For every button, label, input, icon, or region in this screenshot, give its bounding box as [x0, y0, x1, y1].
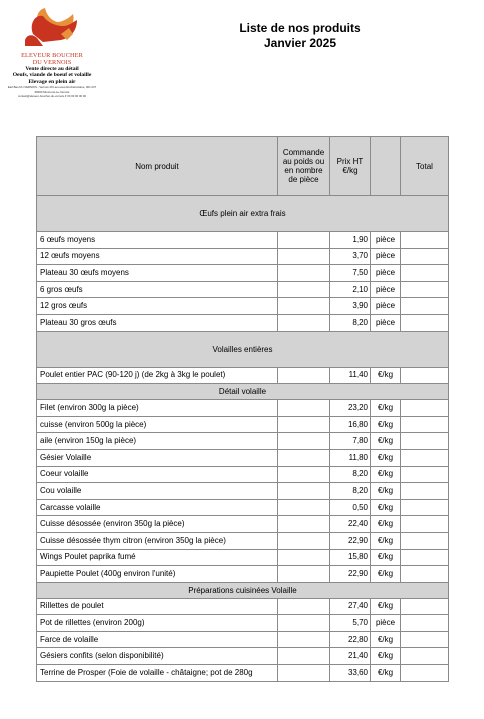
product-price: 5,70 [330, 615, 371, 632]
product-price: 0,50 [330, 499, 371, 516]
cow-logo-icon [17, 4, 87, 52]
product-row [37, 281, 449, 298]
product-price: 7,50 [330, 265, 371, 282]
product-row [37, 367, 449, 384]
product-table [36, 136, 449, 682]
product-row [37, 615, 449, 632]
product-price: 16,80 [330, 416, 371, 433]
section-title: Œufs plein air extra frais [37, 196, 449, 232]
total-cell[interactable] [401, 400, 449, 417]
product-unit: €/kg [371, 499, 401, 516]
product-unit: €/kg [371, 516, 401, 533]
quantity-input-cell[interactable] [278, 499, 330, 516]
product-name: 12 œufs moyens [37, 248, 278, 265]
product-name: Cuisse désossée thym citron (environ 350g la pièce) [37, 532, 278, 549]
product-name: Plateau 30 gros œufs [37, 314, 278, 331]
product-name: Poulet entier PAC (90-120 j) (de 2kg à 3kg le poulet) [37, 367, 278, 384]
brand-name-line2: DU VERNOIS [32, 59, 72, 66]
product-name: Terrine de Prosper (Foie de volaille - châtaigne; pot de 280g [37, 665, 278, 682]
product-name: cuisse (environ 500g la pièce) [37, 416, 278, 433]
product-price: 1,90 [330, 232, 371, 249]
total-cell[interactable] [401, 499, 449, 516]
total-cell[interactable] [401, 615, 449, 632]
product-unit: pièce [371, 615, 401, 632]
quantity-input-cell[interactable] [278, 648, 330, 665]
product-price: 3,70 [330, 248, 371, 265]
product-unit: €/kg [371, 665, 401, 682]
product-row [37, 232, 449, 249]
product-name: Coeur volaille [37, 466, 278, 483]
product-unit: pièce [371, 232, 401, 249]
product-row [37, 566, 449, 583]
product-unit: €/kg [371, 433, 401, 450]
product-name: Carcasse volaille [37, 499, 278, 516]
product-row [37, 314, 449, 331]
product-name: 12 gros œufs [37, 298, 278, 315]
total-cell[interactable] [401, 248, 449, 265]
product-price: 33,60 [330, 665, 371, 682]
total-cell[interactable] [401, 483, 449, 500]
section-header-row [37, 384, 449, 400]
header-price: Prix HT €/kg [330, 137, 371, 196]
total-cell[interactable] [401, 298, 449, 315]
quantity-input-cell[interactable] [278, 232, 330, 249]
total-cell[interactable] [401, 449, 449, 466]
quantity-input-cell[interactable] [278, 665, 330, 682]
product-price: 22,80 [330, 631, 371, 648]
address-line-2: 68000 Monnerot-Le-Vernois [34, 89, 70, 94]
logo [6, 4, 98, 98]
quantity-input-cell[interactable] [278, 449, 330, 466]
total-cell[interactable] [401, 665, 449, 682]
brand-name-line1: ELEVEUR BOUCHER [21, 52, 83, 59]
total-cell[interactable] [401, 648, 449, 665]
product-row [37, 265, 449, 282]
product-row [37, 298, 449, 315]
product-name: Wings Poulet paprika fumé [37, 549, 278, 566]
product-name: Gésier Volaille [37, 449, 278, 466]
product-price: 21,40 [330, 648, 371, 665]
product-price: 8,20 [330, 466, 371, 483]
document-title [200, 21, 400, 51]
total-cell[interactable] [401, 232, 449, 249]
section-title: Détail volaille [37, 384, 449, 400]
total-cell[interactable] [401, 532, 449, 549]
tagline-3: Elevage en plein air [28, 78, 76, 85]
product-unit: €/kg [371, 416, 401, 433]
product-row [37, 499, 449, 516]
product-unit: €/kg [371, 532, 401, 549]
product-unit: pièce [371, 248, 401, 265]
product-row [37, 516, 449, 533]
product-unit: pièce [371, 298, 401, 315]
product-name: Plateau 30 œufs moyens [37, 265, 278, 282]
product-unit: €/kg [371, 400, 401, 417]
header-weight-order: Commande au poids ou en nombre de pièce [278, 137, 330, 196]
tagline-1: Vente directe au détail [25, 66, 79, 72]
quantity-input-cell[interactable] [278, 400, 330, 417]
product-unit: €/kg [371, 367, 401, 384]
product-price: 11,80 [330, 449, 371, 466]
quantity-input-cell[interactable] [278, 298, 330, 315]
section-title: Préparations cuisinées Volaille [37, 582, 449, 598]
product-row [37, 532, 449, 549]
product-price: 7,80 [330, 433, 371, 450]
product-unit: pièce [371, 314, 401, 331]
total-cell[interactable] [401, 566, 449, 583]
product-name: Rillettes de poulet [37, 598, 278, 615]
product-price: 15,80 [330, 549, 371, 566]
product-name: Gésiers confits (selon disponibilité) [37, 648, 278, 665]
total-cell[interactable] [401, 466, 449, 483]
product-price: 22,40 [330, 516, 371, 533]
total-cell[interactable] [401, 516, 449, 533]
product-price: 22,90 [330, 566, 371, 583]
quantity-input-cell[interactable] [278, 281, 330, 298]
product-unit: €/kg [371, 631, 401, 648]
address-line-1: Earl Bau DU VERNOIS - Vernois 39 Lieu-sous-Rochefontaine, 001 037 [7, 85, 97, 90]
quantity-input-cell[interactable] [278, 483, 330, 500]
quantity-input-cell[interactable] [278, 566, 330, 583]
quantity-input-cell[interactable] [278, 532, 330, 549]
product-row [37, 631, 449, 648]
product-price: 8,20 [330, 314, 371, 331]
total-cell[interactable] [401, 549, 449, 566]
section-title: Volailles entières [37, 331, 449, 367]
product-name: Farce de volaille [37, 631, 278, 648]
quantity-input-cell[interactable] [278, 265, 330, 282]
total-cell[interactable] [401, 416, 449, 433]
product-name: 6 œufs moyens [37, 232, 278, 249]
product-price: 2,10 [330, 281, 371, 298]
tagline-2: Oeufs, viande de boeuf et volaille [12, 72, 92, 79]
product-unit: €/kg [371, 483, 401, 500]
product-name: Cou volaille [37, 483, 278, 500]
quantity-input-cell[interactable] [278, 466, 330, 483]
total-cell[interactable] [401, 314, 449, 331]
product-price: 11,40 [330, 367, 371, 384]
quantity-input-cell[interactable] [278, 433, 330, 450]
product-name: Filet (environ 300g la pièce) [37, 400, 278, 417]
title-line-1: Liste de nos produits [239, 21, 361, 35]
product-unit: €/kg [371, 566, 401, 583]
product-unit: pièce [371, 281, 401, 298]
product-row [37, 598, 449, 615]
product-name: Pot de rillettes (environ 200g) [37, 615, 278, 632]
header-total: Total [401, 137, 449, 196]
product-unit: €/kg [371, 466, 401, 483]
quantity-input-cell[interactable] [278, 416, 330, 433]
quantity-input-cell[interactable] [278, 615, 330, 632]
product-row [37, 433, 449, 450]
product-unit: pièce [371, 265, 401, 282]
product-price: 8,20 [330, 483, 371, 500]
product-row [37, 449, 449, 466]
total-cell[interactable] [401, 433, 449, 450]
product-row [37, 665, 449, 682]
total-cell[interactable] [401, 598, 449, 615]
section-header-row [37, 331, 449, 367]
quantity-input-cell[interactable] [278, 516, 330, 533]
product-price: 3,90 [330, 298, 371, 315]
total-cell[interactable] [401, 367, 449, 384]
product-name: Cuisse désossée (environ 350g la pièce) [37, 516, 278, 533]
product-name: 6 gros œufs [37, 281, 278, 298]
quantity-input-cell[interactable] [278, 248, 330, 265]
table-header-row [37, 137, 449, 196]
total-cell[interactable] [401, 281, 449, 298]
quantity-input-cell[interactable] [278, 598, 330, 615]
product-name: Paupiette Poulet (400g environ l'unité) [37, 566, 278, 583]
product-row [37, 648, 449, 665]
quantity-input-cell[interactable] [278, 314, 330, 331]
section-header-row [37, 196, 449, 232]
quantity-input-cell[interactable] [278, 631, 330, 648]
product-row [37, 416, 449, 433]
address-line-3: contact@eleveur-boucher-du-vernois.fr 00 00 00 00 00 [18, 94, 86, 99]
section-header-row [37, 582, 449, 598]
product-price: 22,90 [330, 532, 371, 549]
header-name: Nom produit [37, 137, 278, 196]
product-unit: €/kg [371, 648, 401, 665]
product-row [37, 400, 449, 417]
product-price: 23,20 [330, 400, 371, 417]
total-cell[interactable] [401, 631, 449, 648]
product-unit: €/kg [371, 449, 401, 466]
quantity-input-cell[interactable] [278, 367, 330, 384]
product-row [37, 483, 449, 500]
product-unit: €/kg [371, 549, 401, 566]
product-unit: €/kg [371, 598, 401, 615]
product-row [37, 549, 449, 566]
title-line-2: Janvier 2025 [263, 36, 337, 50]
quantity-input-cell[interactable] [278, 549, 330, 566]
header-unit [371, 137, 401, 196]
total-cell[interactable] [401, 265, 449, 282]
product-price: 27,40 [330, 598, 371, 615]
product-name: aile (environ 150g la pièce) [37, 433, 278, 450]
product-row [37, 248, 449, 265]
product-row [37, 466, 449, 483]
